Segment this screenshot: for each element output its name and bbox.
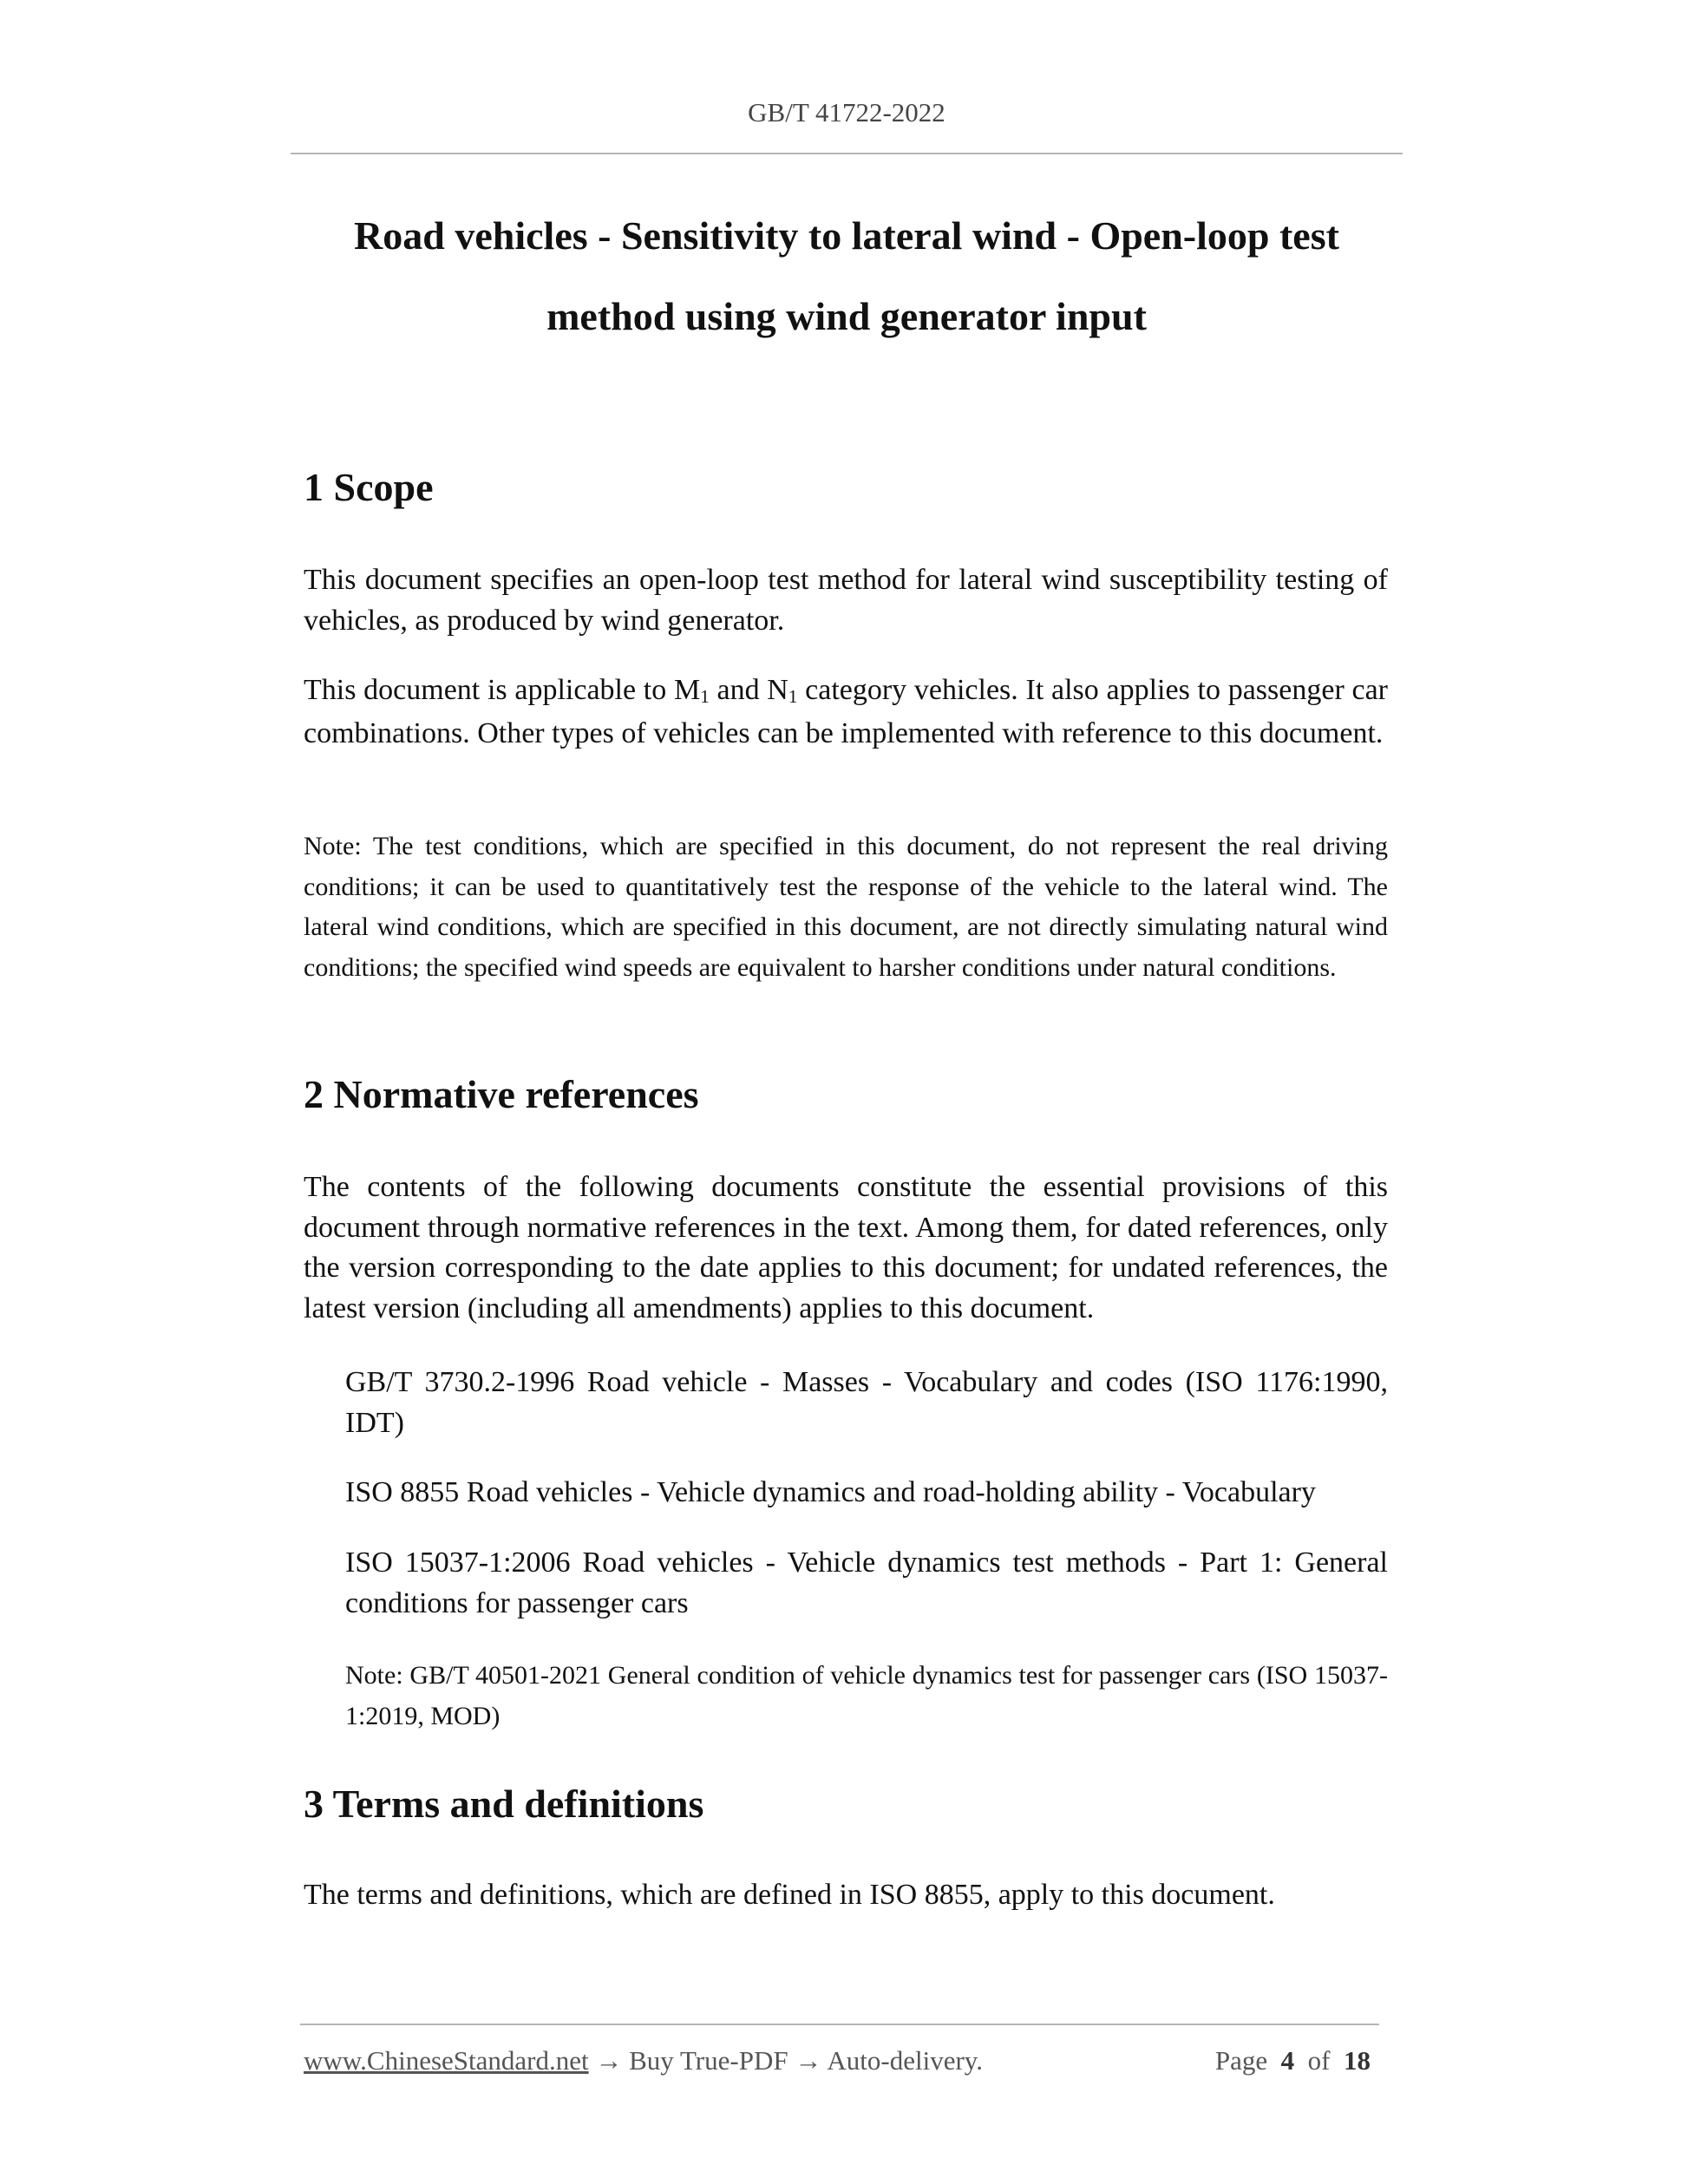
footer-promo (304, 2045, 983, 2076)
scope-p2-subscript-m: 1 (700, 685, 710, 707)
page-number (1215, 2045, 1371, 2076)
reference-item: GB/T 3730.2-1996 Road vehicle - Masses - Vocabulary and codes (ISO 1176:1990, IDT) (345, 1366, 1388, 1439)
title-line-1: Road vehicles - Sensitivity to lateral wind - Open-loop test (354, 213, 1339, 258)
page-current: 4 (1280, 2045, 1295, 2076)
page-label: Page (1214, 2045, 1268, 2076)
arrow-right-icon: → (595, 2045, 623, 2076)
scope-paragraph-1: This document specifies an open-loop test method for lateral wind susceptibility testing of vehicles, as produced by wind generator. (304, 564, 1388, 637)
section-heading-scope: 1 Scope (304, 465, 434, 509)
normative-intro-paragraph: The contents of the following documents constitute the essential provisions of this document through normative references in the text. Among them, for dated references, only the version corresponding to the date applies to this document; for undated references, the latest version (including all amendments) applies to this document. (304, 1171, 1388, 1324)
document-title (291, 195, 1403, 356)
scope-p2-text-c: category vehicles. It also applies to passenger car combinations. Other types of vehicles can be implemented with reference to this document. (304, 674, 1388, 749)
footer-website-link[interactable]: www.ChineseStandard.net (304, 2045, 589, 2076)
arrow-right-icon: → (795, 2045, 822, 2076)
section-heading-normative-references: 2 Normative references (304, 1072, 699, 1116)
scope-note: Note: The test conditions, which are specified in this document, do not represent the real driving conditions; it can be used to quantitatively test the response of the vehicle to the lateral wind. The lateral wind conditions, which are specified in this document, are not directly simulating natural wind conditions; the specified wind speeds are equivalent to harsher conditions under natural conditions. (304, 832, 1388, 982)
scope-paragraph-2 (304, 670, 1388, 754)
header-divider (291, 153, 1403, 154)
reference-note: Note: GB/T 40501-2021 General condition of vehicle dynamics test for passenger cars (ISO 15037-1:2019, MOD) (345, 1661, 1388, 1730)
footer-divider (300, 2024, 1379, 2025)
running-header: GB/T 41722-2022 (748, 97, 945, 128)
scope-p2-text-a: This document is applicable to M (304, 674, 701, 706)
footer-buy-text: Buy True-PDF (622, 2045, 795, 2076)
footer-delivery-text: Auto-delivery. (821, 2045, 984, 2076)
scope-p2-subscript-n: 1 (788, 685, 798, 707)
page-of: of (1307, 2045, 1331, 2076)
scope-p2-text-b: and N (709, 674, 788, 706)
terms-paragraph: The terms and definitions, which are defined in ISO 8855, apply to this document. (304, 1879, 1275, 1911)
reference-item: ISO 15037-1:2006 Road vehicles - Vehicle dynamics test methods - Part 1: General conditions for passenger cars (345, 1546, 1388, 1619)
page-total: 18 (1344, 2045, 1371, 2076)
section-heading-terms-and-definitions: 3 Terms and definitions (304, 1782, 704, 1826)
reference-item: ISO 8855 Road vehicles - Vehicle dynamics and road-holding ability - Vocabulary (345, 1476, 1316, 1508)
title-line-2: method using wind generator input (546, 294, 1147, 338)
